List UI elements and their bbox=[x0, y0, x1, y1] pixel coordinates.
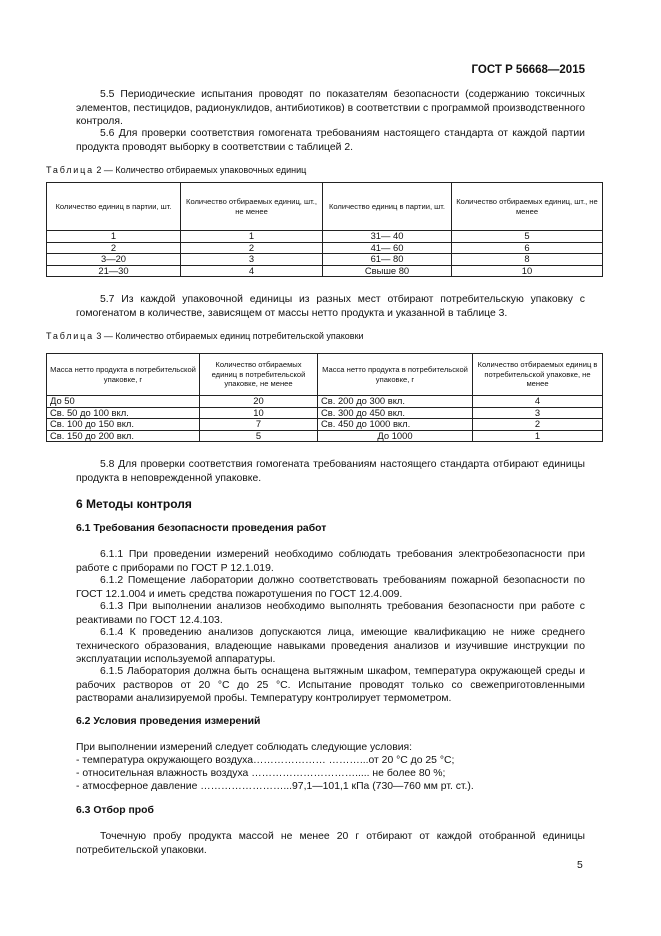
table-header-cell: Количество отбираемых единиц, шт., не менее bbox=[181, 183, 323, 231]
table-header-cell: Масса нетто продукта в потребительской упаковке, г bbox=[47, 354, 200, 396]
section-6-2-heading: 6.2 Условия проведения измерений bbox=[76, 716, 261, 727]
condition-temperature: - температура окружающего воздуха………………… ………...от 20 °С до 25 °С; bbox=[76, 755, 455, 766]
page-number: 5 bbox=[577, 860, 583, 871]
table-cell: 5 bbox=[452, 231, 603, 243]
table-header-row bbox=[47, 354, 603, 396]
paragraph-6-1-2: 6.1.2 Помещение лаборатории должно соответствовать требованиям пожарной безопасности по ГОСТ 12.1.004 и иметь средства пожаротушения по ГОСТ 12.4.009. bbox=[76, 575, 585, 600]
condition-pressure: - атмосферное давление ……………………...97,1—101,1 кПа (730—760 мм рт. ст.). bbox=[76, 781, 474, 792]
table-cell: Св. 100 до 150 вкл. bbox=[47, 419, 200, 431]
table-cell: 4 bbox=[181, 265, 323, 277]
table-3 bbox=[46, 353, 603, 442]
table-header-cell: Количество единиц в партии, шт. bbox=[323, 183, 452, 231]
table-cell: 5 bbox=[200, 430, 318, 442]
table-cell: Св. 200 до 300 вкл. bbox=[318, 396, 473, 408]
paragraph-5-6: 5.6 Для проверки соответствия гомогената требованиям настоящего стандарта от каждой партии продукта проводят выборку в соответствии с таблицей 2. bbox=[76, 128, 585, 153]
table-cell: До 50 bbox=[47, 396, 200, 408]
paragraph-5-5: 5.5 Периодические испытания проводят по показателям безопасности (содержанию токсичных элементов, пестицидов, радионуклидов, антибиотиков) в соответствии с программой производственного контроля. bbox=[76, 89, 585, 128]
table-3-caption-label: Таблица bbox=[46, 331, 94, 341]
table-cell: 2 bbox=[47, 242, 181, 254]
table-cell: 2 bbox=[181, 242, 323, 254]
table-cell: 1 bbox=[47, 231, 181, 243]
table-cell: 3 bbox=[181, 254, 323, 266]
table-cell: 4 bbox=[473, 396, 603, 408]
paragraph-5-7: 5.7 Из каждой упаковочной единицы из разных мест отбирают потребительскую упаковку с гомогенатом в количестве, зависящем от массы нетто продукта и указанной в таблице 3. bbox=[76, 294, 585, 319]
paragraph-6-1-4: 6.1.4 К проведению анализов допускаются лица, имеющие квалификацию не ниже среднего технического образования, владеющие навыками проведения анализов и изучившие инструкции по эксплуатации используемой аппаратуры. bbox=[76, 627, 585, 666]
table-2-caption-text: 2 — Количество отбираемых упаковочных единиц bbox=[93, 165, 307, 175]
conditions-intro: При выполнении измерений следует соблюдать следующие условия: bbox=[76, 742, 413, 753]
table-cell: До 1000 bbox=[318, 430, 473, 442]
table-header-cell: Количество отбираемых единиц, шт., не менее bbox=[452, 183, 603, 231]
table-cell: 3 bbox=[473, 407, 603, 419]
table-row bbox=[47, 242, 603, 254]
document-header: ГОСТ Р 56668—2015 bbox=[471, 64, 585, 76]
table-row bbox=[47, 396, 603, 408]
table-cell: 10 bbox=[200, 407, 318, 419]
table-header-cell: Масса нетто продукта в потребительской упаковке, г bbox=[318, 354, 473, 396]
table-cell: 1 bbox=[181, 231, 323, 243]
table-cell: Св. 450 до 1000 вкл. bbox=[318, 419, 473, 431]
table-3-caption bbox=[46, 331, 364, 341]
table-cell: 7 bbox=[200, 419, 318, 431]
table-header-cell: Количество отбираемых единиц в потребительской упаковке, не менее bbox=[473, 354, 603, 396]
table-cell: 41— 60 bbox=[323, 242, 452, 254]
table-2-caption bbox=[46, 165, 306, 175]
table-cell: 8 bbox=[452, 254, 603, 266]
condition-humidity: - относительная влажность воздуха …………………………..... не более 80 %; bbox=[76, 768, 446, 779]
section-6-3-heading: 6.3 Отбор проб bbox=[76, 805, 154, 816]
paragraph-6-1-3: 6.1.3 При выполнении анализов необходимо выполнять требования безопасности при работе с реактивами по ГОСТ 12.4.103. bbox=[76, 601, 585, 626]
table-header-cell: Количество единиц в партии, шт. bbox=[47, 183, 181, 231]
table-cell: 1 bbox=[473, 430, 603, 442]
table-2-caption-label: Таблица bbox=[46, 165, 94, 175]
paragraph-6-1-5: 6.1.5 Лаборатория должна быть оснащена вытяжным шкафом, температура окружающей среды и рабочих растворов от 20 °С до 25 °С. Испытание проводят только со свежеприготовленными растворами анализируемой пробы. Температуру контролирует термометром. bbox=[76, 666, 585, 705]
table-cell: Свыше 80 bbox=[323, 265, 452, 277]
table-cell: 31— 40 bbox=[323, 231, 452, 243]
table-cell: Св. 50 до 100 вкл. bbox=[47, 407, 200, 419]
paragraph-6-1-1: 6.1.1 При проведении измерений необходимо соблюдать требования электробезопасности при работе с приборами по ГОСТ Р 12.1.019. bbox=[76, 549, 585, 574]
table-row bbox=[47, 430, 603, 442]
table-cell: Св. 150 до 200 вкл. bbox=[47, 430, 200, 442]
table-3-caption-text: 3 — Количество отбираемых единиц потребительской упаковки bbox=[93, 331, 364, 341]
section-6-heading: 6 Методы контроля bbox=[76, 497, 192, 511]
table-row bbox=[47, 254, 603, 266]
table-cell: 10 bbox=[452, 265, 603, 277]
table-cell: 3—20 bbox=[47, 254, 181, 266]
table-row bbox=[47, 419, 603, 431]
table-header-row bbox=[47, 183, 603, 231]
paragraph-5-8: 5.8 Для проверки соответствия гомогената требованиям настоящего стандарта отбирают единицы продукта в неповрежденной упаковке. bbox=[76, 459, 585, 484]
paragraph-6-3: Точечную пробу продукта массой не менее 20 г отбирают от каждой отобранной единицы потребительской упаковки. bbox=[76, 831, 585, 856]
table-cell: 6 bbox=[452, 242, 603, 254]
table-cell: Св. 300 до 450 вкл. bbox=[318, 407, 473, 419]
table-cell: 61— 80 bbox=[323, 254, 452, 266]
table-cell: 2 bbox=[473, 419, 603, 431]
table-row bbox=[47, 407, 603, 419]
section-6-1-heading: 6.1 Требования безопасности проведения работ bbox=[76, 523, 327, 534]
table-cell: 21—30 bbox=[47, 265, 181, 277]
table-cell: 20 bbox=[200, 396, 318, 408]
table-header-cell: Количество отбираемых единиц в потребительской упаковке, не менее bbox=[200, 354, 318, 396]
table-row bbox=[47, 265, 603, 277]
table-2 bbox=[46, 182, 603, 277]
table-row bbox=[47, 231, 603, 243]
